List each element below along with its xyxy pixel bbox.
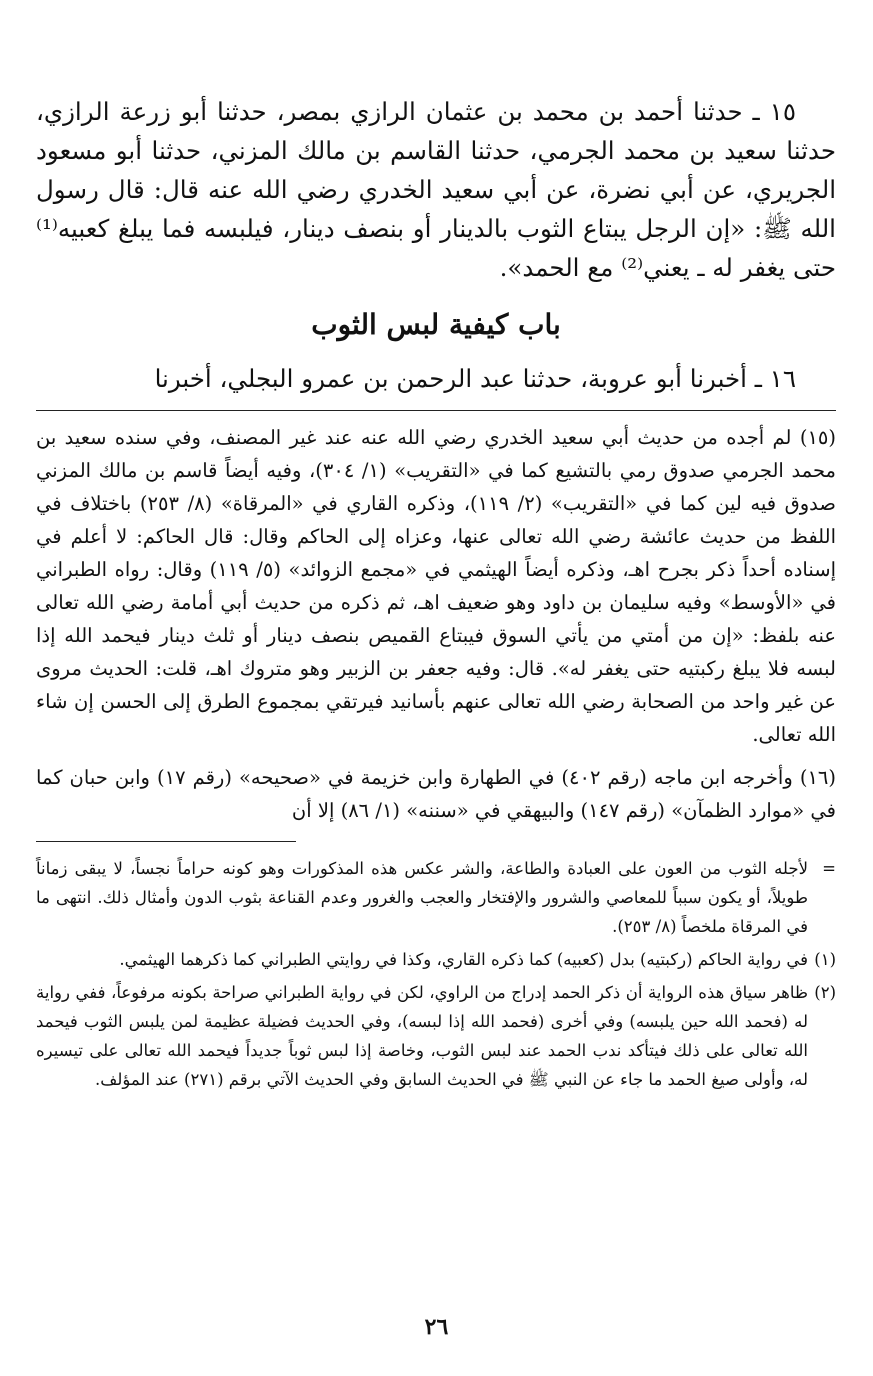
main-text <box>36 92 836 398</box>
chapter-heading: باب كيفية لبس الثوب <box>311 308 561 341</box>
commentary-notes <box>36 421 836 827</box>
commentary-divider <box>36 410 836 411</box>
footnote-mark: (٢) <box>814 983 836 1002</box>
hadith-16: ١٦ ـ أخبرنا أبو عروبة، حدثنا عبد الرحمن بن عمرو البجلي، أخبرنا <box>154 364 796 393</box>
footnote-mark: (١) <box>814 950 836 969</box>
footnote-continuation <box>36 854 836 941</box>
note-16: (١٦) وأخرجه ابن ماجه (رقم ٤٠٢) في الطهارة وابن خزيمة في «صحيحه» (رقم ١٧) وابن حبان كما في «موارد الظمآن» (رقم ١٤٧) والبيهقي في «سننه» (١/ ٨٦) إلا أن <box>36 766 836 822</box>
footnote-1 <box>36 945 836 974</box>
note-15: (١٥) لم أجده من حديث أبي سعيد الخدري رضي الله عنه عند غير المصنف، وفي سنده سعيد بن محمد الجرمي صدوق رمي بالتشيع كما في «التقريب» (١/ ٣٠٤)، وفيه أيضاً قاسم بن مالك المزني صدوق فيه لين كما في «التقريب» (٢/ ١١٩)، وذكره القاري في «المرقاة» (٨/ ٢٥٣) باختلاف في اللفظ من حديث عائشة رضي الله تعالى عنها، وعزاه إلى الحاكم وقال: قال الحاكم: لا أعلم في إسناده أحداً ذكر بجرح اهـ، وذكره أيضاً الهيثمي في «مجمع الزوائد» (٥/ ١١٩) وقال: رواه الطبراني في «الأوسط» وفيه سليمان بن داود وهو ضعيف اهـ، ثم ذكره من حديث أبي أمامة رضي الله تعالى عنه بلفظ: «إن من أمتي من يأتي السوق فيبتاع القميص بنصف دينار أو ثلث دينار فيحمد الله إذا لبسه فلا يبلغ ركبتيه حتى يغفر له». قال: وفيه جعفر بن الزبير وهو متروك اهـ، قلت: الحديث مروى عن غير واحد من الصحابة رضي الله تعالى عنهم بأسانيد فيرتقي بمجموع الطرق إلى الحسن إن شاء الله تعالى. <box>36 426 836 746</box>
footnote-divider <box>36 841 296 842</box>
footnote-text: لأجله الثوب من العون على العبادة والطاعة، والشر عكس هذه المذكورات وهو كونه حراماً نجساً، لا يبقى زماناً طويلاً، أو يكون سبباً للمعاصي والشرور والإفتخار والعجب والغرور وعدم القناعة بثوب الدون وأمثال ذلك. انتهى ما في المرقاة ملخصاً (٨/ ٢٥٣). <box>36 859 808 936</box>
page-number: ٢٦ <box>424 1314 449 1340</box>
footnote-2 <box>36 978 836 1094</box>
book-page <box>36 92 836 1098</box>
footnotes <box>36 854 836 1094</box>
footnote-text: في رواية الحاكم (ركبتيه) بدل (كعبيه) كما ذكره القاري، وكذا في روايتي الطبراني كما ذكرهما الهيثمي. <box>119 950 808 969</box>
footnote-mark: = <box>822 859 836 878</box>
footnote-text: ظاهر سياق هذه الرواية أن ذكر الحمد إدراج من الراوي، لكن في رواية الطبراني صراحة بكونه مرفوعاً، ففي رواية له (فحمد الله حين يلبسه) وفي أخرى (فحمد الله إذا لبسه)، وفي الحديث فضيلة عظيمة لمن يلبس الثوب فيحمد الله تعالى على ذلك فيتأكد ندب الحمد عند لبس الثوب، وخاصة إذا لبس ثوباً جديداً فيحمد الله تعالى على تيسيره له، وأولى صيغ الحمد ما جاء عن النبي ﷺ في الحديث السابق وفي الحديث الآتي برقم (٢٧١) عند المؤلف. <box>36 983 808 1089</box>
hadith-15: ١٥ ـ حدثنا أحمد بن محمد بن عثمان الرازي بمصر، حدثنا أبو زرعة الرازي، حدثنا سعيد بن محمد الجرمي، حدثنا القاسم بن مالك المزني، حدثنا أبو مسعود الجريري، عن أبي نضرة، عن أبي سعيد الخدري رضي الله عنه قال: قال رسول الله ﷺ: «إن الرجل يبتاع الثوب بالدينار أو بنصف دينار، فيلبسه فما يبلغ كعبيه⁽¹⁾ حتى يغفر له ـ يعني⁽²⁾ مع الحمد». <box>36 97 836 282</box>
